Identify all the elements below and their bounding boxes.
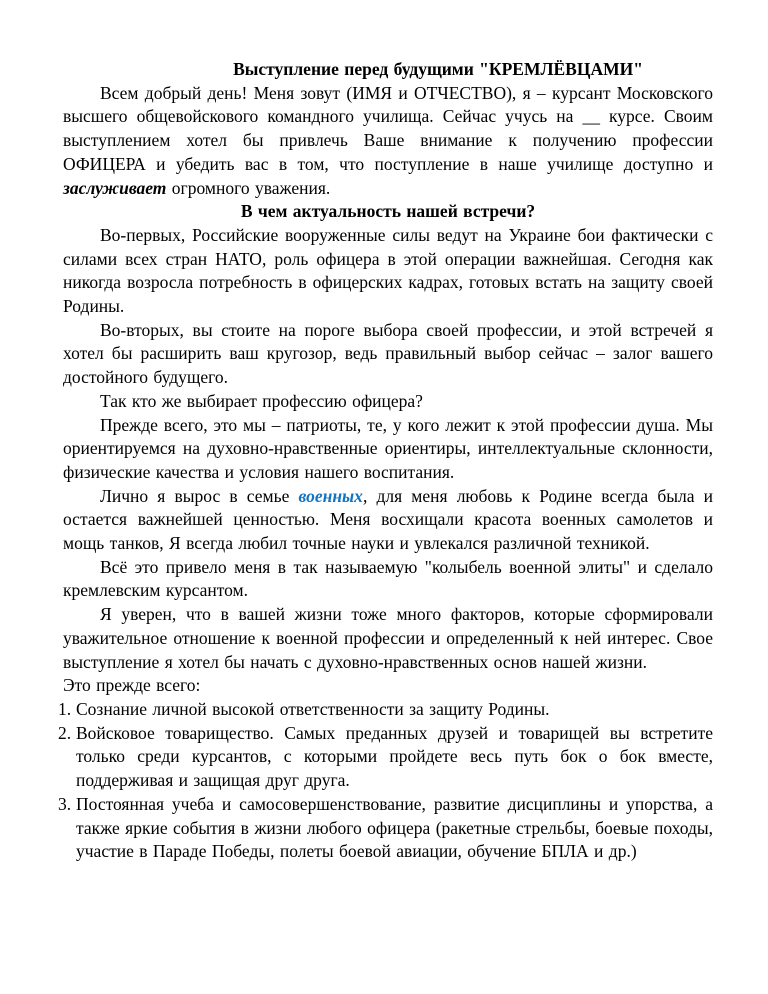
paragraph-family: [63, 485, 713, 556]
list-item-text: Постоянная учеба и самосовершенствование, развитие дисциплины и упорства, а также яркие события в жизни любого офицера (ракетные стрельбы, боевые походы, участие в Параде Победы, полеты боевой авиации, обучение БПЛА и др.): [76, 793, 713, 862]
list-item-text: Войсковое товарищество. Самых преданных друзей и товарищей вы встретите только среди курсантов, с которыми пройдете весь путь бок о бок вместе, поддерживая и защищая друг друга.: [76, 722, 713, 791]
paragraph-list-intro: Это прежде всего:: [63, 675, 201, 696]
document-title-text: Выступление перед будущими "КРЕМЛЁВЦАМИ": [233, 59, 643, 79]
family-text-after: , для меня любовь к Родине всегда была и остается важнейшей ценностью. Меня восхищали красота военных самолетов и мощь танков, Я всегда любил точные науки и увлекался различной техникой.: [63, 485, 713, 554]
paragraph-question: Так кто же выбирает профессию офицера?: [100, 390, 423, 411]
section-heading-text: В чем актуальность нашей встречи?: [240, 201, 536, 222]
intro-emphasis: заслуживает: [63, 177, 167, 198]
list-item-text: Сознание личной высокой ответственности за защиту Родины.: [76, 698, 550, 719]
list-item-number: 3.: [58, 793, 72, 814]
paragraph-patriots: Прежде всего, это мы – патриоты, те, у кого лежит к этой профессии душа. Мы ориентируемся на духовно-нравственные ориентиры, интеллектуальные склонности, физические качества и условия нашего воспитания.: [63, 414, 713, 482]
family-text-before: Лично я вырос в семье: [100, 485, 299, 506]
intro-text-before: Всем добрый день! Меня зовут (ИМЯ и ОТЧЕСТВО), я – курсант Московского высшего общевойскового командного училища. Сейчас учусь на __ курсе. Своим выступлением хотел бы привлечь Ваше внимание к получению профессии ОФИЦЕРА и убедить вас в том, что поступление в наше училище доступно и: [63, 82, 713, 174]
numbered-list: [58, 698, 713, 864]
list-item: [58, 722, 713, 793]
list-item-number: 1.: [58, 698, 72, 719]
military-hyperlink[interactable]: военных: [298, 485, 363, 506]
paragraph-intro: [63, 82, 713, 201]
document-title: [63, 58, 713, 82]
list-item: [58, 698, 713, 722]
paragraph-cradle: Всё это привело меня в так называемую "колыбель военной элиты" и сделало кремлевским курсантом.: [63, 556, 713, 601]
intro-text-after: огромного уважения.: [166, 177, 331, 198]
list-item: [58, 793, 713, 864]
list-item-number: 2.: [58, 722, 72, 743]
paragraph-sure: Я уверен, что в вашей жизни тоже много факторов, которые сформировали уважительное отношение к военной профессии и определенный к ней интерес. Свое выступление я хотел бы начать с духовно-нравственных основ нашей жизни.: [63, 604, 713, 672]
paragraph-secondly: Во-вторых, вы стоите на пороге выбора своей профессии, и этой встречей я хотел бы расширить ваш кругозор, ведь правильный выбор сейчас – залог вашего достойного будущего.: [63, 319, 713, 388]
paragraph-firstly: Во-первых, Российские вооруженные силы ведут на Украине бои фактически с силами всех стран НАТО, роль офицера в этой операции важнейшая. Сегодня как никогда возросла потребность в офицерских кадрах, готовых встать на защиту своей Родины.: [63, 224, 713, 317]
section-heading: [63, 200, 713, 224]
